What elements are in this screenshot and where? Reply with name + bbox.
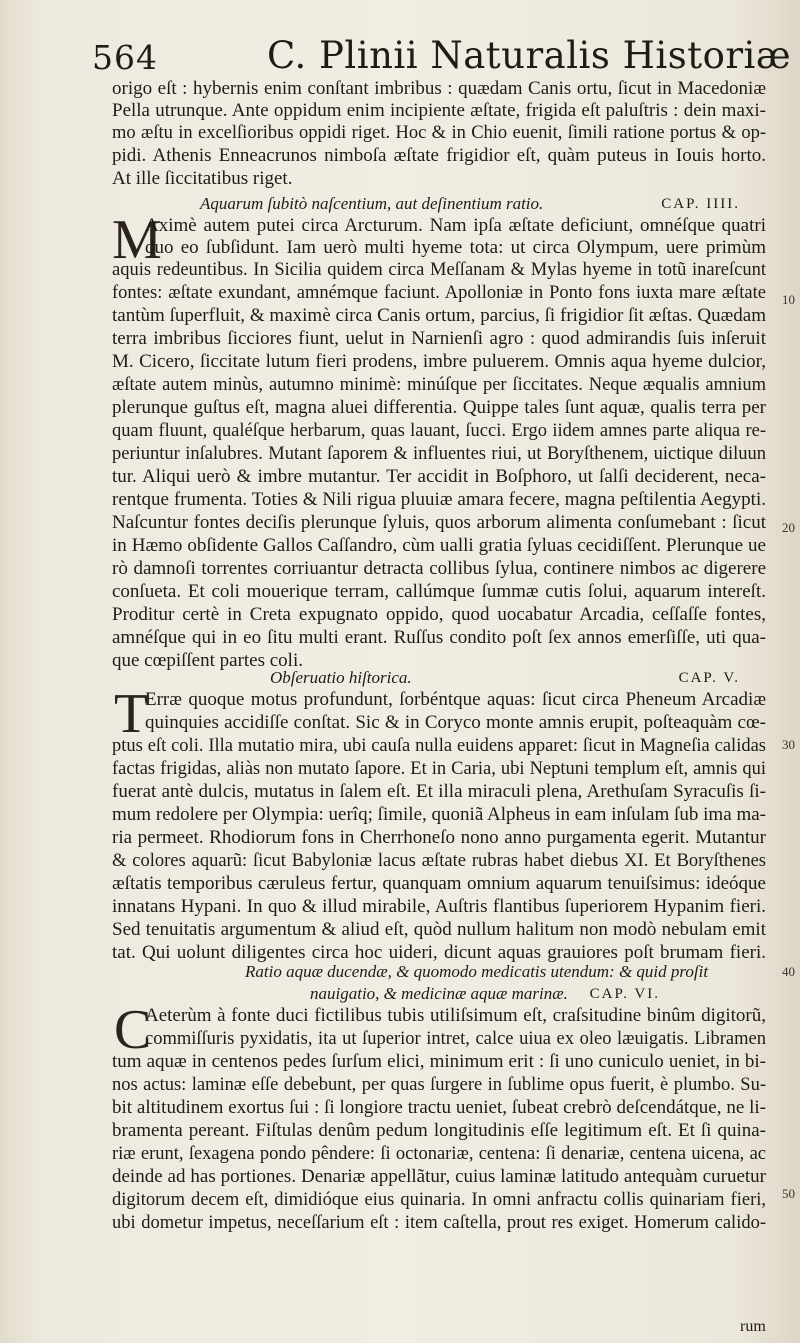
text-line: in Hæmo obſidente Gallos Caſſandro, cùm ualli gratia ſyluas cecidiſſent. Plerunque ue bbox=[112, 535, 766, 556]
text-line: bit altitudinem exortus ſui : ſi longiore tractu ueniet, ſubeat crebrò deſcendátque, ne li- bbox=[112, 1097, 766, 1118]
text-line: factas frigidas, aliàs non mutato ſapore. Et in Caria, ubi Neptuni templum eſt, amnis qui bbox=[112, 759, 766, 779]
text-line: periuntur inſalubres. Mutant ſaporem & influentes riui, ut Boryſthenem, uictique diluun bbox=[112, 444, 766, 464]
running-head: C. Plinii Naturalis Historiæ bbox=[267, 34, 792, 77]
text-line: tantùm ſuperfluit, & maximè circa Canis ortum, parcius, ſi frigidior ſit æſtas. Quædam bbox=[112, 305, 766, 326]
text-line: nos actus: laminæ eſſe debebunt, per quas ſurgere in ſublime opus fuerit, è plumbo. Su- bbox=[112, 1075, 766, 1095]
margin-line-number: 30 bbox=[782, 737, 795, 752]
page-header bbox=[92, 32, 792, 80]
text-line: aquis redeuntibus. In Sicilia quidem circa Meſſanam & Mylas hyeme in totũ inareſcunt bbox=[112, 260, 766, 280]
margin-line-number: 10 bbox=[782, 292, 795, 307]
text-line: M. Cicero, ſiccitate lutum fieri prodens, imbre puluerem. Omnis aqua hyeme dulcior, bbox=[112, 351, 766, 372]
chapter-number: CAP. VI. bbox=[589, 986, 660, 1002]
chapter-title: nauigatio, & medicinæ aquæ marinæ. bbox=[310, 984, 568, 1003]
text-line: bramenta pereant. Fiſtulas denûm pedum longitudinis eſſe legitimum eſt. Et ſi quina- bbox=[112, 1120, 766, 1141]
text-line: æſtate autem minùs, autumno minimè: minúſque per ſiccitates. Neque æqualis amnium bbox=[112, 375, 766, 395]
text-line: tat. Qui uolunt diligentes circa hoc uideri, dicunt aquas grauiores poſt brumam fieri. bbox=[112, 942, 766, 963]
text-line: Pella utrunque. Ante oppidum enim incipiente æſtate, frigida eſt paluſtris : dein maxi- bbox=[112, 100, 766, 121]
text-line: quinquies accidiſſe conſtat. Sic & in Coryco monte amnis erupit, poſteaquàm cœ- bbox=[145, 712, 766, 733]
text-line: tum aquæ in centenos pedes ſurſum elici, minimum erit : ſi uno cuniculo ueniet, in bi- bbox=[112, 1051, 766, 1072]
chapter-title: Ratio aquæ ducendæ, & quomodo medicatis utendum: & quid proſit bbox=[245, 962, 709, 981]
text-line: At ille ſiccitatibus riget. bbox=[112, 168, 293, 189]
text-line: quam fluunt, qualéſque herbarum, quas lauant, ſucci. Ergo iidem amnes parte aliqua re- bbox=[112, 421, 766, 441]
text-line: Naſcuntur fontes deciſis plerunque ſyluis, quos arborum alimenta conſumebant : ſicut bbox=[112, 512, 766, 533]
text-line: tur. Aliqui uerò & imbre mutantur. Ter accidit in Boſphoro, ut ſalſi deciderent, neca- bbox=[112, 466, 766, 487]
text-line: Erræ quoque motus profundunt, ſorbéntque aquas: ſicut circa Pheneum Arcadiæ bbox=[145, 689, 766, 710]
text-line: mum redolere per Olympia: uerîq; ſimile, quoniã Alpheus in eam inſulam ſub ima ma- bbox=[112, 804, 766, 825]
drop-capital: T bbox=[114, 683, 149, 745]
margin-line-number: 40 bbox=[782, 964, 795, 979]
text-line: Sed tenuitatis argumentum & aliud eſt, quòd nullum halitum non modò nebulam emit bbox=[112, 919, 766, 940]
text-line: rò damnoſi torrentes corriuantur detracta collibus ſylua, continere nimbos ac digerere bbox=[112, 558, 766, 579]
drop-capital: M bbox=[112, 209, 162, 271]
text-line: amnéſque qui in eo ſitu multi erant. Ruſſus condito poſt ſex annos emerſiſſe, uti qua- bbox=[112, 627, 766, 648]
text-line: ubi dometur impetus, neceſſarium eſt : item caſtella, prout res exiget. Homerum calido- bbox=[112, 1213, 766, 1233]
chapter-title: Aquarum ſubitò naſcentium, aut deſinentium ratio. bbox=[200, 194, 544, 213]
chapter-heading bbox=[245, 962, 745, 982]
text-line: riæ erunt, ſexagena pondo pêndere: ſi octonariæ, centena: ſi denariæ, centena uicena, ac bbox=[112, 1144, 766, 1164]
chapter-heading-cont bbox=[310, 984, 660, 1004]
text-line: que cœpiſſent partes coli. bbox=[112, 650, 303, 671]
drop-capital: C bbox=[114, 999, 152, 1061]
chapter-heading bbox=[200, 194, 740, 214]
text-line: fuerat antè dulcis, mutatus in ſalem eſt. Et illa miraculi plena, Arethuſam Syracuſis ſi- bbox=[112, 781, 766, 802]
text-line: duo eo ſubſidunt. Iam uerò multi hyeme tota: ut circa Olympum, uere primùm bbox=[145, 237, 766, 258]
text-line: innatans Hypani. In quo & illud mirabile, Auſtris flantibus ſuperiorem Hypanim fieri. bbox=[112, 896, 766, 917]
text-line: terra imbribus ſicciores fiunt, uelut in Narnienſi agro : quod admirandis ſuis inſeruit bbox=[112, 328, 766, 349]
text-line: digitorum decem eſt, dimidióque eius quinaria. In omni anfractu collis quinariam fieri, bbox=[112, 1190, 766, 1210]
text-line: commiſſuris pyxidatis, ita ut ſuperior intret, calce uiua ex oleo læuigatis. Libramen bbox=[145, 1029, 766, 1049]
text-line: conſueta. Et coli mouerique terram, callúmque ſummæ cutis ſolui, aquarum intereſt. bbox=[112, 581, 766, 602]
chapter-title: Obſeruatio hiſtorica. bbox=[270, 668, 412, 687]
text-line: Proditur certè in Creta expugnato oppido, quod uocabatur Arcadia, ceſſaſſe fontes, bbox=[112, 604, 766, 625]
text-line: plerunque guſtus eſt, magna aluei differentia. Quippe tales ſunt aquæ, qualis terra per bbox=[112, 397, 766, 418]
text-line: ptus eſt coli. Illa mutatio mira, ubi cauſa nulla euidens apparet: ſicut in Magneſia calidas bbox=[112, 736, 766, 756]
chapter-number: CAP. IIII. bbox=[661, 196, 740, 212]
text-line: Aximè autem putei circa Arcturum. Nam ipſa æſtate deficiunt, omnéſque quatri bbox=[145, 215, 766, 236]
text-line: pidi. Athenis Enneacrunos nimboſa æſtate frigidior eſt, quàm puteus in Iouis horto. bbox=[112, 145, 766, 166]
text-line: Aeterùm à fonte duci fictilibus tubis utiliſsimum eſt, craſsitudine binûm digitorũ, bbox=[145, 1005, 766, 1026]
chapter-heading bbox=[270, 668, 740, 688]
text-line: fontes: æſtate exundant, amnémque faciunt. Apolloniæ in Ponto fons iuxta mare æſtate bbox=[112, 283, 766, 303]
text-line: æſtatis temporibus cæruleus fertur, quanquam omnium aquarum tenuiſsimus: ideóque bbox=[112, 873, 766, 894]
chapter-number: CAP. V. bbox=[678, 670, 740, 686]
text-line: ria permeet. Rhodiorum fons in Cherrhoneſo nono anno purgamenta egerit. Mutantur bbox=[112, 827, 766, 848]
page-number: 564 bbox=[92, 38, 158, 77]
text-line: rentque frumenta. Toties & Nili rigua pluuiæ amara fecere, magna peſtilentia Aegypti. bbox=[112, 489, 766, 510]
text-line: mo æſtu in excelſioribus oppidi riget. Hoc & in Chio euenit, ſimili ratione portus & op- bbox=[112, 123, 766, 143]
text-line: deinde ad has portiones. Denariæ appellãtur, cuius laminæ latitudo antequàm curuetur bbox=[112, 1166, 766, 1187]
text-line: & colores aquarũ: ſicut Babyloniæ lacus æſtate rubras habet diebus XI. Et Boryſthenes bbox=[112, 851, 766, 871]
margin-line-number: 20 bbox=[782, 520, 795, 535]
text-line: origo eſt : hybernis enim conſtant imbribus : quædam Canis ortu, ſicut in Macedoniæ bbox=[112, 78, 766, 99]
margin-line-number: 50 bbox=[782, 1186, 795, 1201]
catchword: rum bbox=[740, 1318, 766, 1335]
